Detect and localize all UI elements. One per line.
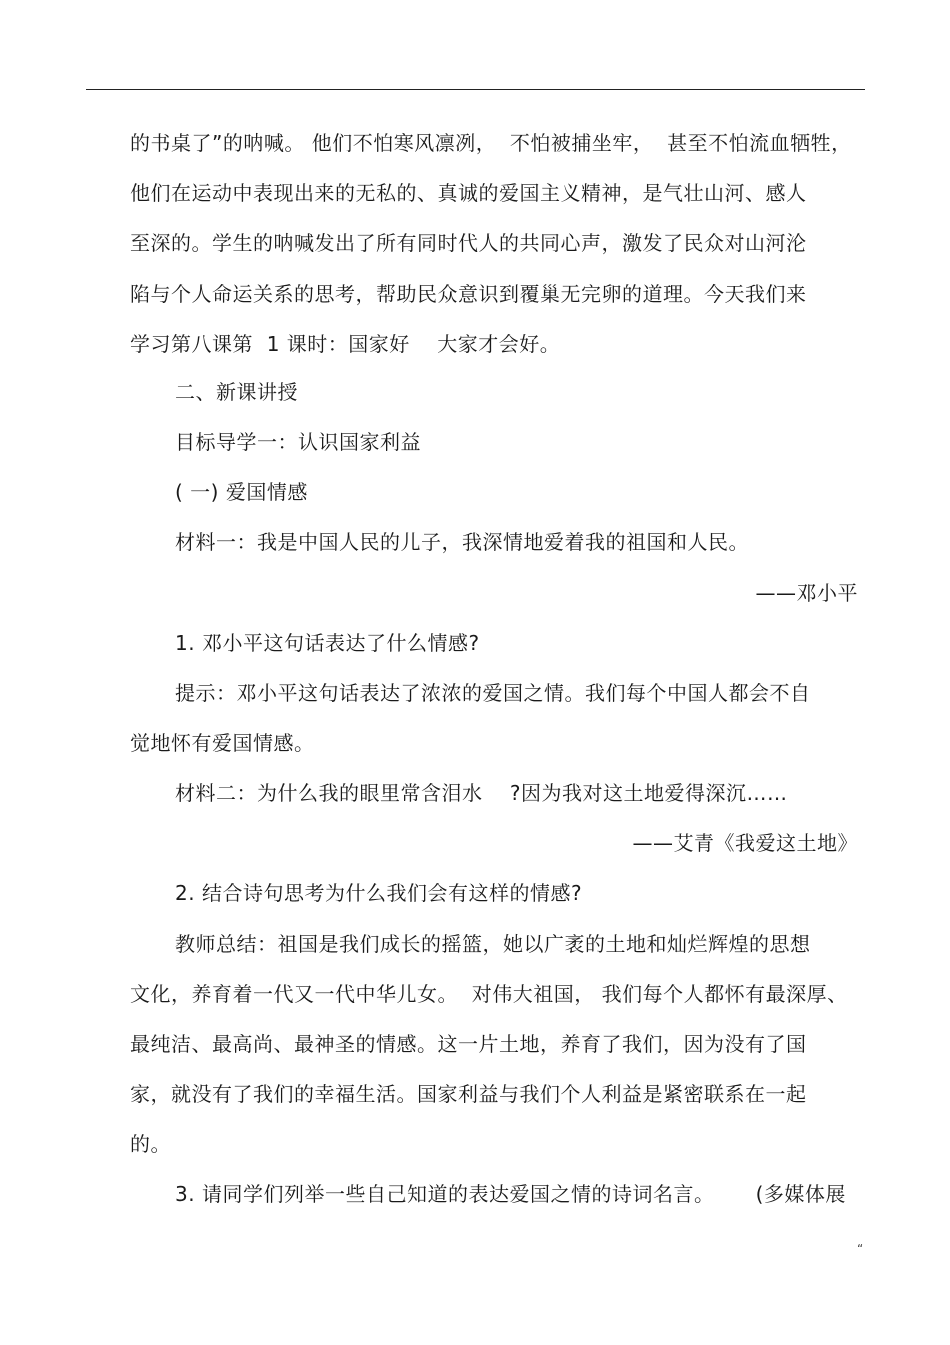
text-line: 觉地怀有爱国情感。 xyxy=(130,731,315,755)
footer-mark: “ xyxy=(857,1242,864,1256)
text-line: 学习第八课第 1 课时：国家好 大家才会好。 xyxy=(130,332,561,356)
text-line: 的书桌了”的呐喊。 他们不怕寒风凛冽， 不怕被捕坐牢， 甚至不怕流血牺牲， xyxy=(130,131,852,155)
text-line: 教师总结：祖国是我们成长的摇篮，她以广袤的土地和灿烂辉煌的思想 xyxy=(175,932,811,956)
attribution: ——艾青《我爱这土地》 xyxy=(632,831,858,855)
text-line: 提示：邓小平这句话表达了浓浓的爱国之情。我们每个中国人都会不自 xyxy=(175,681,811,705)
text-line: 文化，养育着一代又一代中华儿女。 对伟大祖国， 我们每个人都怀有最深厚、 xyxy=(130,982,848,1006)
text-line: 最纯洁、最高尚、最神圣的情感。这一片土地，养育了我们，因为没有了国 xyxy=(130,1032,807,1056)
text-line: 的。 xyxy=(130,1132,171,1156)
text-line: 至深的。学生的呐喊发出了所有同时代人的共同心声，激发了民众对山河沦 xyxy=(130,231,807,255)
question: 2. 结合诗句思考为什么我们会有这样的情感? xyxy=(175,881,583,905)
subsection-heading: 目标导学一：认识国家利益 xyxy=(175,430,421,454)
text-line: 材料二：为什么我的眼里常含泪水 ?因为我对这土地爱得深沉…… xyxy=(175,781,788,805)
header-rule xyxy=(86,89,865,90)
text-line: 陷与个人命运关系的思考，帮助民众意识到覆巢无完卵的道理。今天我们来 xyxy=(130,282,807,306)
subsection-heading: ( 一) 爱国情感 xyxy=(175,480,308,504)
section-heading: 二、新课讲授 xyxy=(175,380,298,404)
text-line: 材料一：我是中国人民的儿子，我深情地爱着我的祖国和人民。 xyxy=(175,530,749,554)
text-line: 家，就没有了我们的幸福生活。国家利益与我们个人利益是紧密联系在一起 xyxy=(130,1082,807,1106)
question: 1. 邓小平这句话表达了什么情感? xyxy=(175,631,480,655)
question: 3. 请同学们列举一些自己知道的表达爱国之情的诗词名言。 (多媒体展 xyxy=(175,1182,846,1206)
attribution: ——邓小平 xyxy=(755,581,858,605)
text-line: 他们在运动中表现出来的无私的、真诚的爱国主义精神，是气壮山河、感人 xyxy=(130,181,807,205)
